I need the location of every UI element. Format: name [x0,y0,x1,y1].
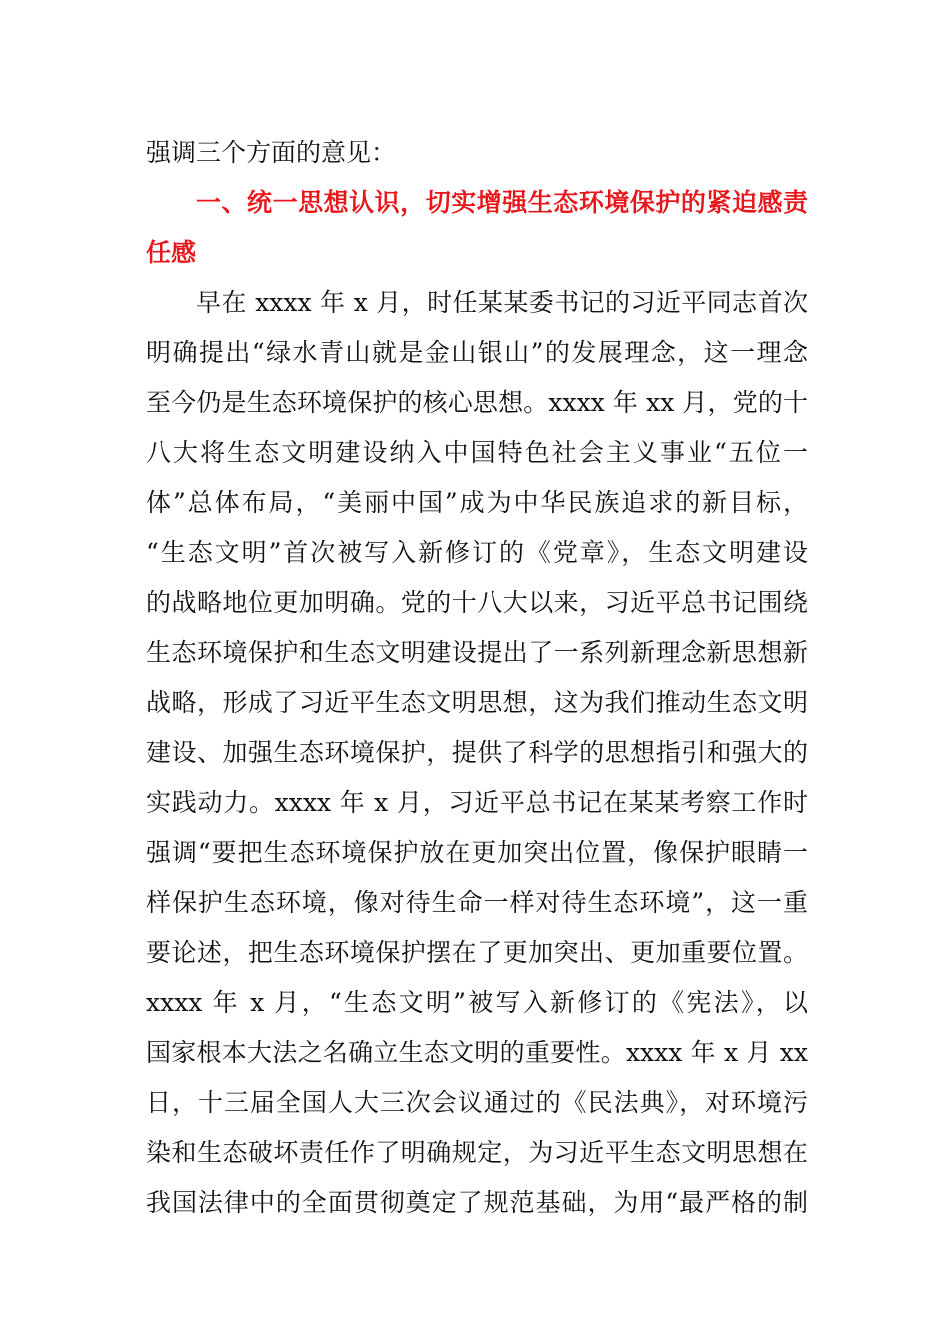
body-line: 染和生态破坏责任作了明确规定，为习近平生态文明思想在 [146,1138,808,1167]
body-line: 战略，形成了习近平生态文明思想，这为我们推动生态文明 [146,688,808,717]
body-line: 强调“要把生态环境保护放在更加突出位置，像保护眼睛一 [146,838,808,867]
body-line: 实践动力。xxxx 年 x 月，习近平总书记在某某考察工作时 [146,788,808,817]
body-line: 日，十三届全国人大三次会议通过的《民法典》，对环境污 [146,1088,808,1117]
body-line: “生态文明”首次被写入新修订的《党章》，生态文明建设 [146,538,808,567]
body-line: 的战略地位更加明确。党的十八大以来，习近平总书记围绕 [146,588,808,617]
body-line: 要论述，把生态环境保护摆在了更加突出、更加重要位置。 [146,938,808,967]
section-heading-line-1: 一、统一思想认识，切实增强生态环境保护的紧迫感责 [196,188,808,217]
document-text [146,128,808,1228]
body-line: 生态环境保护和生态文明建设提出了一系列新理念新思想新 [146,638,808,667]
body-line: 八大将生态文明建设纳入中国特色社会主义事业“五位一 [146,438,808,467]
body-line: 早在 xxxx 年 x 月，时任某某委书记的习近平同志首次 [196,288,808,317]
body-line: 我国法律中的全面贯彻奠定了规范基础，为用“最严格的制 [146,1188,808,1217]
body-line: 样保护生态环境，像对待生命一样对待生态环境”，这一重 [146,888,808,917]
body-line: 建设、加强生态环境保护，提供了科学的思想指引和强大的 [146,738,808,767]
body-line: 明确提出“绿水青山就是金山银山”的发展理念，这一理念 [146,338,808,367]
intro-line: 强调三个方面的意见： [146,138,397,167]
body-line: 至今仍是生态环境保护的核心思想。xxxx 年 xx 月，党的十 [146,388,808,417]
body-line: 国家根本大法之名确立生态文明的重要性。xxxx 年 x 月 xx [146,1038,808,1067]
body-line: xxxx 年 x 月，“生态文明”被写入新修订的《宪法》，以 [146,988,808,1017]
section-heading-line-2: 任感 [146,238,197,267]
body-line: 体”总体布局，“美丽中国”成为中华民族追求的新目标， [146,488,808,517]
